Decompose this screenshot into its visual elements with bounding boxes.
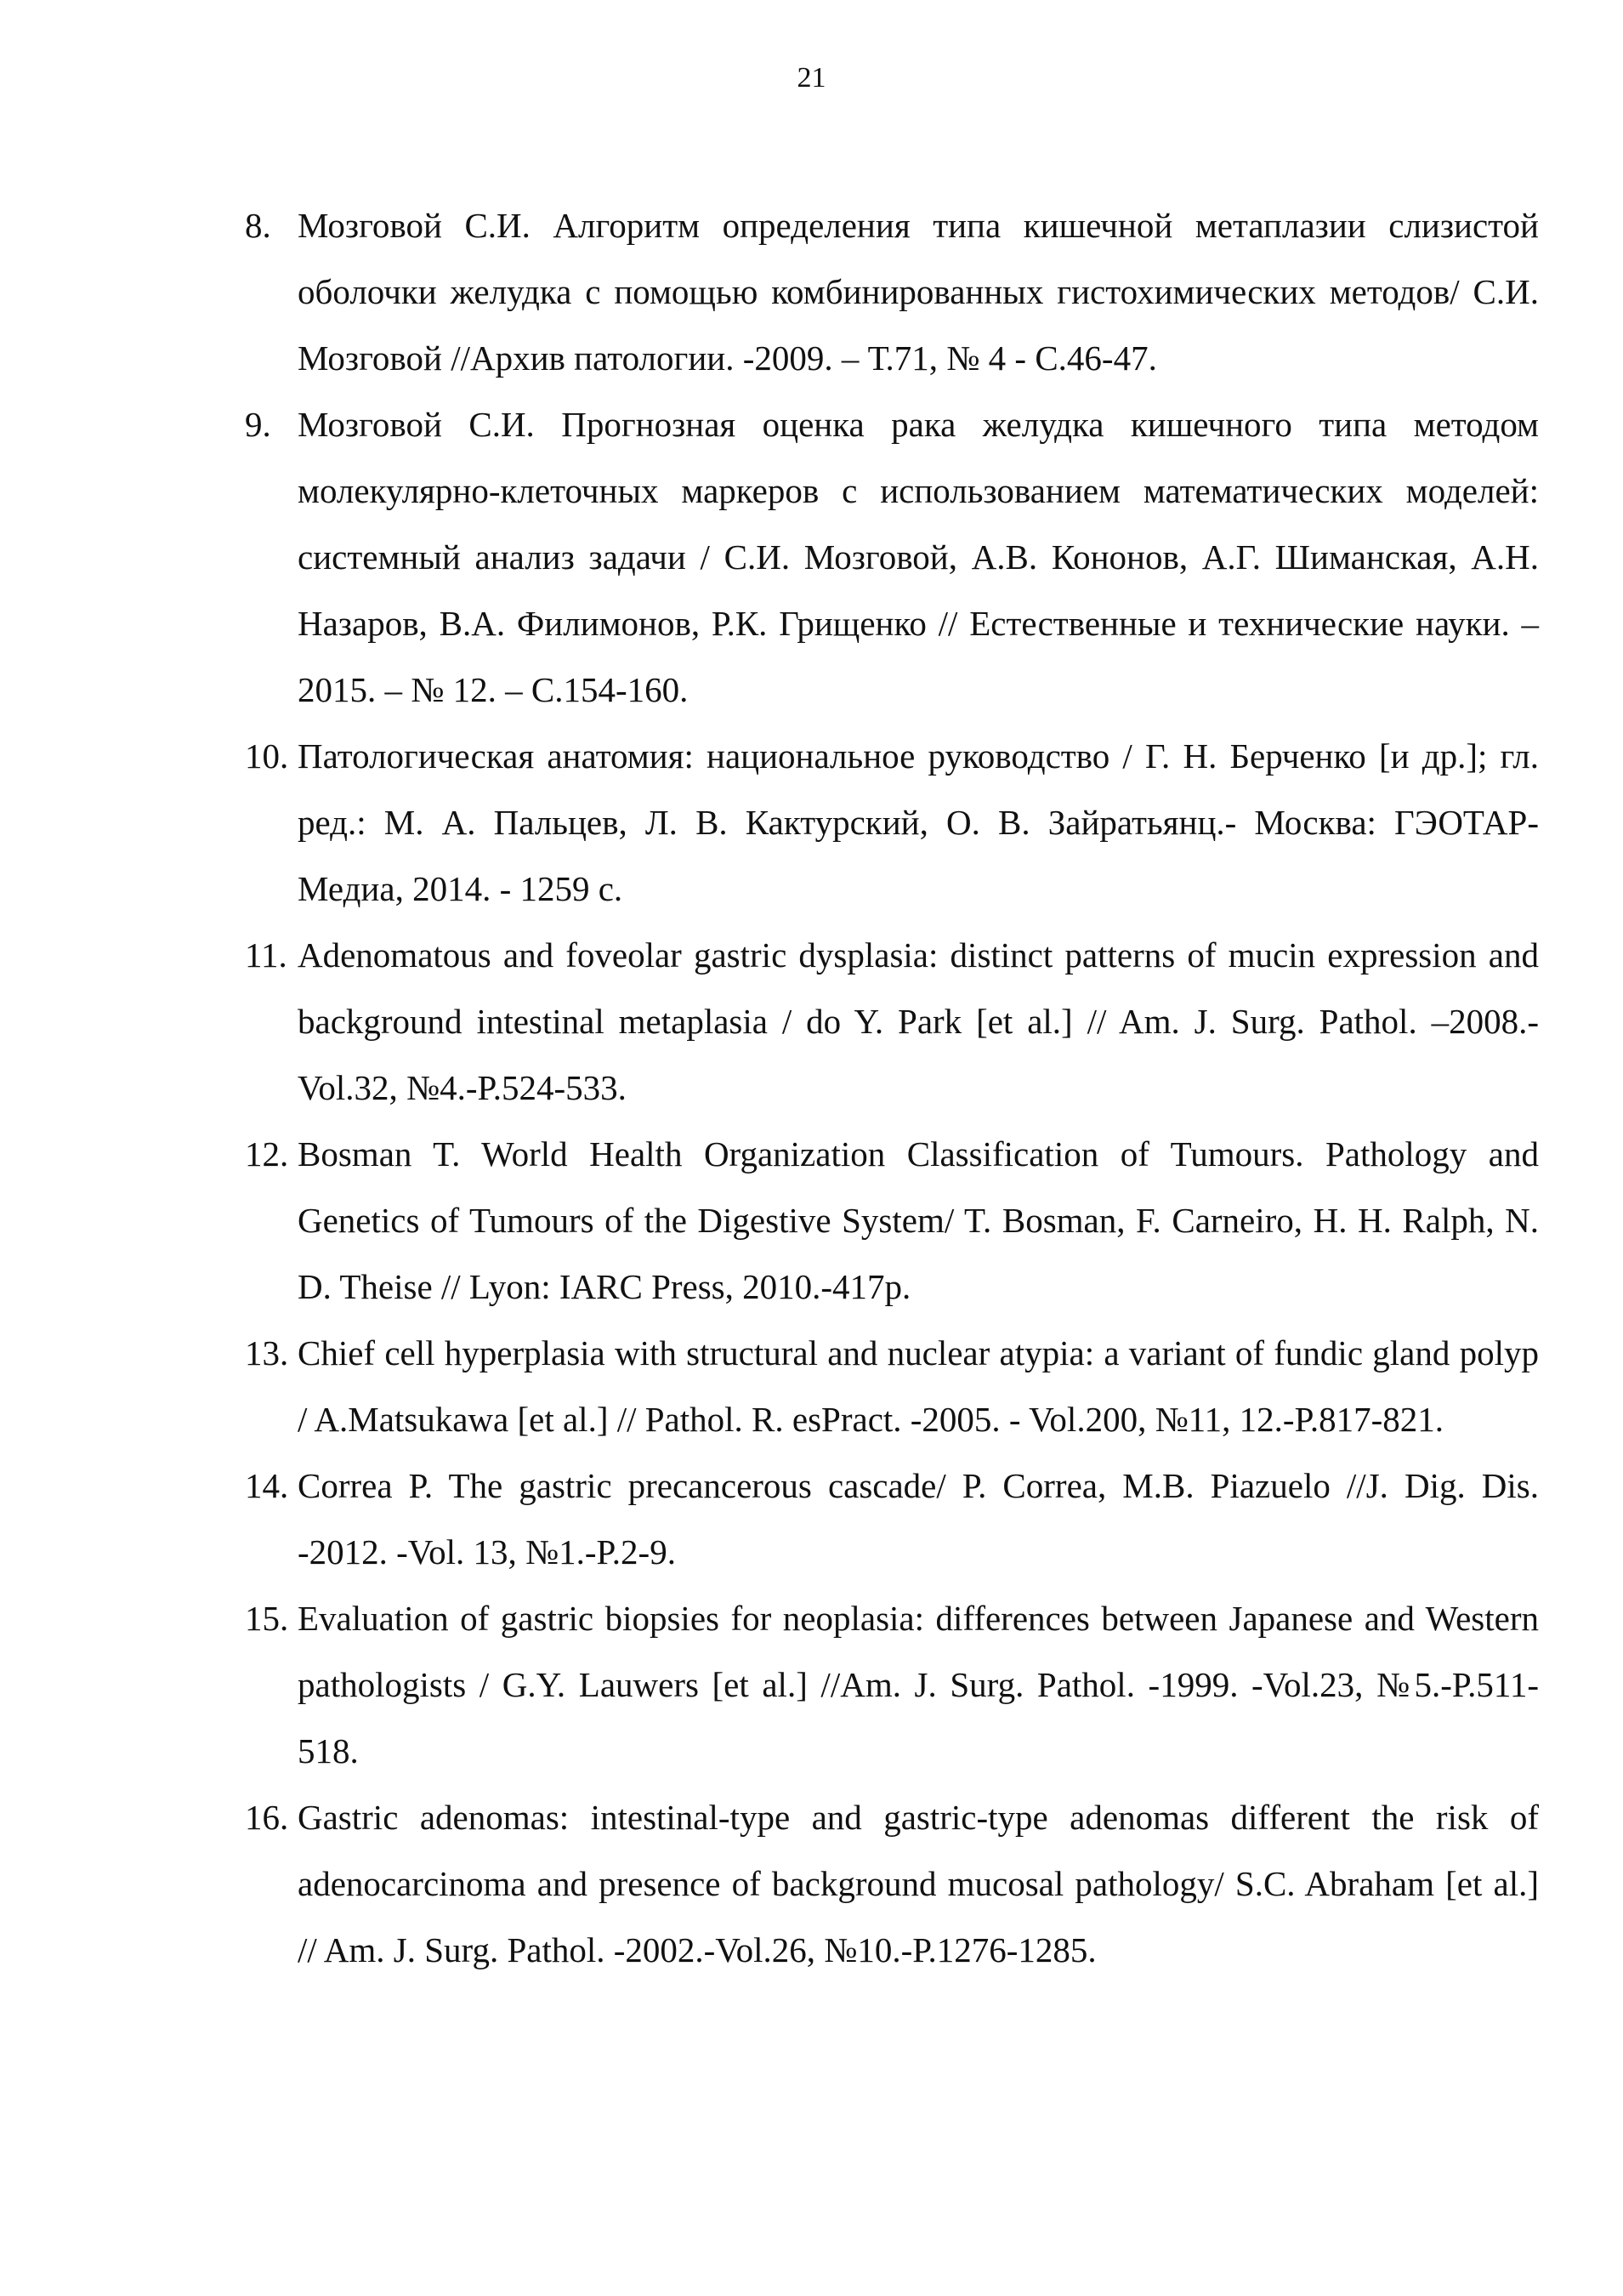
reference-number: 15. xyxy=(245,1599,289,1638)
reference-number: 8. xyxy=(245,206,271,245)
reference-text: Gastric adenomas: intestinal-type and gastric-type adenomas different the risk of adenocarcinoma and presence of background mucosal pathology/ S.C. Abraham [et al.] // Am. J. Surg. Pathol. -2002.-Vol.26, №10.-P.1276-1285. xyxy=(298,1798,1539,1969)
reference-text: Мозговой С.И. Прогнозная оценка рака желудка кишечного типа методом молекулярно-клеточных маркеров с использованием математических моделей: системный анализ задачи / С.И. Мозговой, А.В. Кононов, А.Г. Шиманская, А.Н. Назаров, В.А. Филимонов, Р.К. Грищенко // Естественные и технические науки. – 2015. – № 12. – С.154-160. xyxy=(298,405,1539,709)
reference-number: 10. xyxy=(245,736,289,776)
reference-number: 14. xyxy=(245,1466,289,1505)
reference-item xyxy=(245,1121,1539,1320)
reference-number: 9. xyxy=(245,405,271,444)
reference-number: 12. xyxy=(245,1134,289,1174)
reference-item xyxy=(245,1585,1539,1784)
reference-text: Evaluation of gastric biopsies for neoplasia: differences between Japanese and Western pathologists / G.Y. Lauwers [et al.] //Am. J. Surg. Pathol. -1999. -Vol.23, №5.-P.511-518. xyxy=(298,1599,1539,1770)
reference-text: Correa P. The gastric precancerous cascade/ P. Correa, M.B. Piazuelo //J. Dig. Dis. -2012. -Vol. 13, №1.-P.2-9. xyxy=(298,1466,1539,1571)
reference-text: Bosman T. World Health Organization Classification of Tumours. Pathology and Genetics of Tumours of the Digestive System/ T. Bosman, F. Carneiro, H. H. Ralph, N. D. Theise // Lyon: IARC Press, 2010.-417p. xyxy=(298,1134,1539,1306)
reference-item xyxy=(245,192,1539,391)
reference-item xyxy=(245,723,1539,922)
reference-item xyxy=(245,1784,1539,1983)
reference-text: Мозговой С.И. Алгоритм определения типа кишечной метаплазии слизистой оболочки желудка с помощью комбинированных гистохимических методов/ С.И. Мозговой //Архив патологии. -2009. – Т.71, № 4 - С.46-47. xyxy=(298,206,1539,378)
reference-number: 16. xyxy=(245,1798,289,1837)
reference-item xyxy=(245,922,1539,1121)
reference-list xyxy=(245,192,1539,1983)
page-number: 21 xyxy=(797,62,826,94)
reference-item xyxy=(245,1452,1539,1585)
reference-text: Chief cell hyperplasia with structural and nuclear atypia: a variant of fundic gland polyp / A.Matsukawa [et al.] // Pathol. R. esPract. -2005. - Vol.200, №11, 12.-P.817-821. xyxy=(298,1333,1539,1439)
reference-number: 11. xyxy=(245,935,287,975)
reference-item xyxy=(245,391,1539,723)
reference-item xyxy=(245,1320,1539,1452)
reference-text: Патологическая анатомия: национальное руководство / Г. Н. Берченко [и др.]; гл. ред.: М. А. Пальцев, Л. В. Кактурский, О. В. Зайратьянц.- Москва: ГЭОТАР-Медиа, 2014. - 1259 с. xyxy=(298,736,1539,908)
reference-text: Adenomatous and foveolar gastric dysplasia: distinct patterns of mucin expression and background intestinal metaplasia / do Y. Park [et al.] // Am. J. Surg. Pathol. –2008.-Vol.32, №4.-P.524-533. xyxy=(298,935,1539,1107)
reference-number: 13. xyxy=(245,1333,289,1372)
